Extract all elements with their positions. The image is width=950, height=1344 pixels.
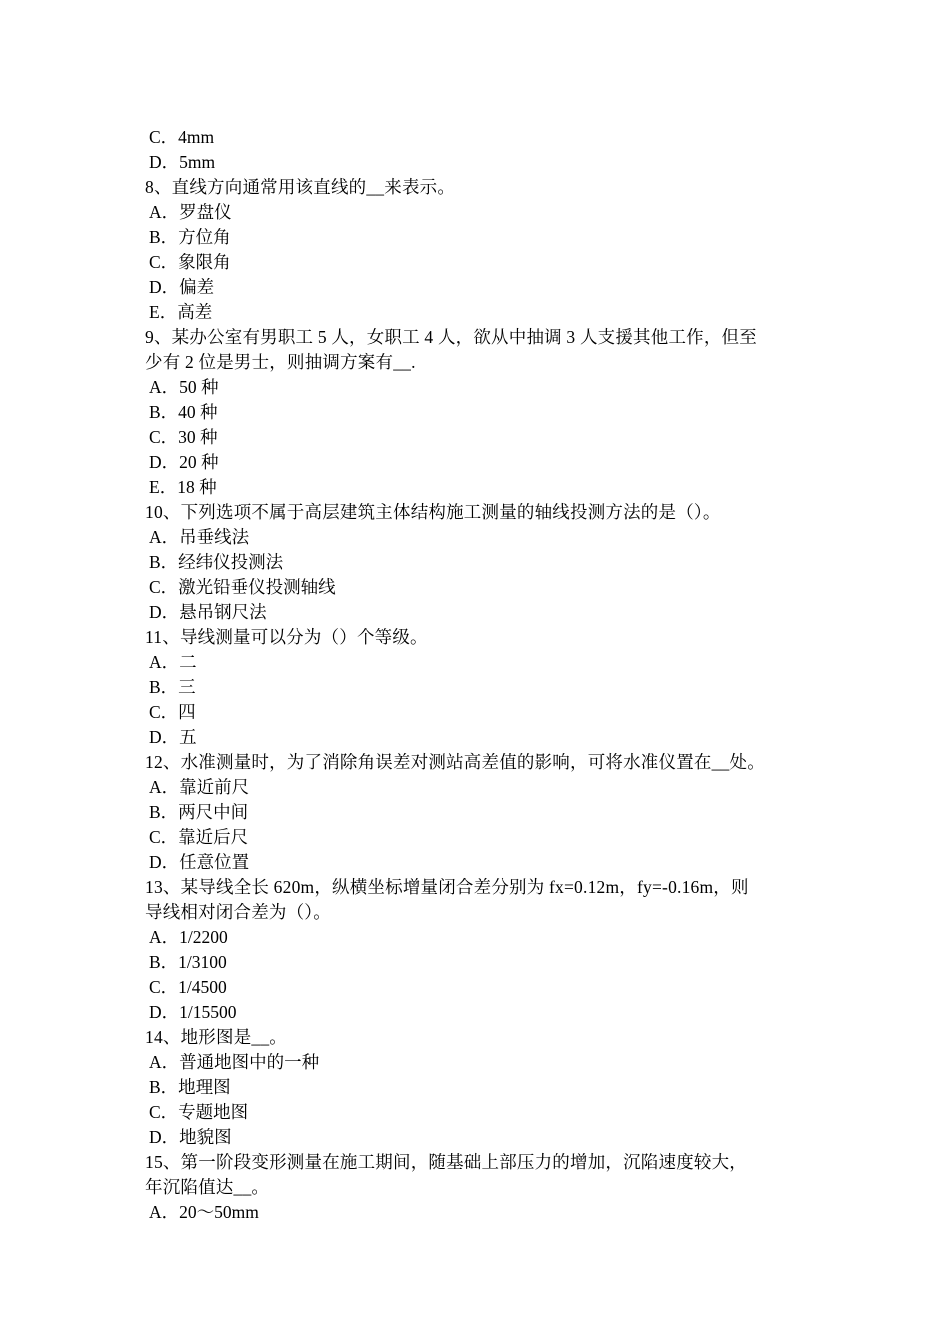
option-line: E．18 种 <box>149 477 217 497</box>
option-line: A．吊垂线法 <box>149 527 250 547</box>
option-line: D．悬吊钢尺法 <box>149 602 267 622</box>
question-line: 15、第一阶段变形测量在施工期间，随基础上部压力的增加，沉陷速度较大， <box>145 1152 747 1172</box>
option-line: C．1/4500 <box>149 977 227 997</box>
option-line: C．30 种 <box>149 427 218 447</box>
option-line: D．20 种 <box>149 452 219 472</box>
option-line: A．罗盘仪 <box>149 202 232 222</box>
option-line: A．靠近前尺 <box>149 777 250 797</box>
question-line: 年沉陷值达__。 <box>145 1177 270 1197</box>
question-line: 14、地形图是__。 <box>145 1027 287 1047</box>
option-line: D．地貌图 <box>149 1127 232 1147</box>
page-content <box>145 125 810 1225</box>
question-line: 12、水准测量时，为了消除角误差对测站高差值的影响，可将水准仪置在__处。 <box>145 752 765 772</box>
question-line: 8、直线方向通常用该直线的__来表示。 <box>145 177 456 197</box>
option-line: A．50 种 <box>149 377 219 397</box>
option-line: B．地理图 <box>149 1077 231 1097</box>
option-line: B．经纬仪投测法 <box>149 552 284 572</box>
question-line: 9、某办公室有男职工 5 人，女职工 4 人，欲从中抽调 3 人支援其他工作，但至 <box>145 327 757 347</box>
question-line: 导线相对闭合差为（）。 <box>145 902 331 922</box>
option-line: C．象限角 <box>149 252 231 272</box>
option-line: C．专题地图 <box>149 1102 249 1122</box>
question-line: 10、下列选项不属于高层建筑主体结构施工测量的轴线投测方法的是（）。 <box>145 502 721 522</box>
option-line: C．四 <box>149 702 196 722</box>
question-line: 13、某导线全长 620m，纵横坐标增量闭合差分别为 fx=0.12m，fy=-0.16m，则 <box>145 877 749 897</box>
option-line: D．5mm <box>149 152 216 172</box>
option-line: B．两尺中间 <box>149 802 249 822</box>
option-line: B．40 种 <box>149 402 218 422</box>
option-line: D．任意位置 <box>149 852 250 872</box>
question-line: 11、导线测量可以分为（）个等级。 <box>145 627 428 647</box>
option-line: C．靠近后尺 <box>149 827 249 847</box>
option-line: B．1/3100 <box>149 952 227 972</box>
option-line: B．方位角 <box>149 227 231 247</box>
question-line: 少有 2 位是男士，则抽调方案有__. <box>145 352 416 372</box>
option-line: A．20～50mm <box>149 1202 259 1222</box>
option-line: D．偏差 <box>149 277 215 297</box>
option-line: A．二 <box>149 652 197 672</box>
option-line: C．激光铅垂仪投测轴线 <box>149 577 336 597</box>
option-line: D．五 <box>149 727 197 747</box>
option-line: E．高差 <box>149 302 213 322</box>
option-line: B．三 <box>149 677 196 697</box>
option-line: D．1/15500 <box>149 1002 237 1022</box>
option-line: C．4mm <box>149 127 215 147</box>
option-line: A．1/2200 <box>149 927 228 947</box>
option-line: A．普通地图中的一种 <box>149 1052 320 1072</box>
